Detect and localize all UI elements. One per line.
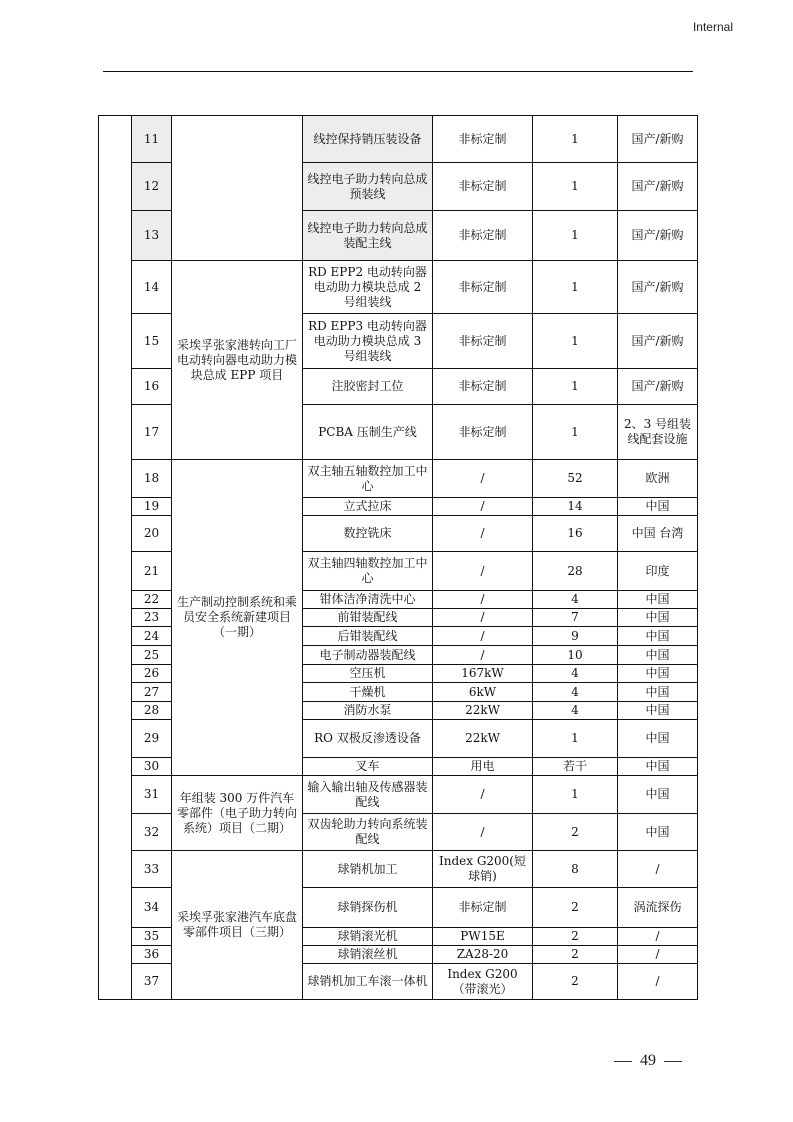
equipment-quantity: 若干 bbox=[533, 758, 618, 776]
equipment-name: 注胶密封工位 bbox=[303, 369, 433, 405]
equipment-quantity: 10 bbox=[533, 646, 618, 665]
equipment-model: / bbox=[433, 627, 533, 646]
equipment-quantity: 16 bbox=[533, 516, 618, 552]
row-number: 31 bbox=[132, 776, 172, 814]
row-number: 16 bbox=[132, 369, 172, 405]
header-rule bbox=[103, 71, 693, 72]
equipment-origin: 中国 bbox=[618, 609, 698, 627]
equipment-origin: 中国 台湾 bbox=[618, 516, 698, 552]
equipment-model: Index G200(短球销) bbox=[433, 851, 533, 888]
project-cell: 采埃孚张家港转向工厂电动转向器电动助力模块总成 EPP 项目 bbox=[172, 261, 303, 460]
equipment-quantity: 2 bbox=[533, 928, 618, 946]
equipment-origin: 中国 bbox=[618, 720, 698, 758]
equipment-model: 167kW bbox=[433, 665, 533, 683]
equipment-quantity: 1 bbox=[533, 776, 618, 814]
equipment-origin: 中国 bbox=[618, 646, 698, 665]
row-number: 13 bbox=[132, 211, 172, 261]
equipment-name: 球销探伤机 bbox=[303, 888, 433, 928]
equipment-model: / bbox=[433, 814, 533, 851]
equipment-model: / bbox=[433, 498, 533, 516]
equipment-model: Index G200（带滚光） bbox=[433, 964, 533, 1000]
equipment-origin: 中国 bbox=[618, 758, 698, 776]
equipment-name: 双主轴四轴数控加工中心 bbox=[303, 552, 433, 591]
equipment-origin: 中国 bbox=[618, 591, 698, 609]
equipment-origin: 中国 bbox=[618, 683, 698, 702]
equipment-model: 非标定制 bbox=[433, 405, 533, 460]
row-number: 34 bbox=[132, 888, 172, 928]
row-number: 26 bbox=[132, 665, 172, 683]
row-number: 11 bbox=[132, 116, 172, 163]
page-number-right-dash bbox=[664, 1061, 682, 1062]
equipment-name: 空压机 bbox=[303, 665, 433, 683]
equipment-model: 非标定制 bbox=[433, 116, 533, 163]
equipment-quantity: 1 bbox=[533, 369, 618, 405]
equipment-origin: 国产/新购 bbox=[618, 211, 698, 261]
row-number: 29 bbox=[132, 720, 172, 758]
equipment-origin: 国产/新购 bbox=[618, 369, 698, 405]
equipment-origin: 中国 bbox=[618, 776, 698, 814]
row-number: 14 bbox=[132, 261, 172, 314]
row-number: 35 bbox=[132, 928, 172, 946]
equipment-quantity: 1 bbox=[533, 163, 618, 211]
equipment-origin: 中国 bbox=[618, 814, 698, 851]
equipment-name: RD EPP2 电动转向器电动助力模块总成 2 号组装线 bbox=[303, 261, 433, 314]
equipment-model: 22kW bbox=[433, 720, 533, 758]
equipment-name: 输入输出轴及传感器装配线 bbox=[303, 776, 433, 814]
equipment-name: 双齿轮助力转向系统装配线 bbox=[303, 814, 433, 851]
equipment-name: RD EPP3 电动转向器电动助力模块总成 3 号组装线 bbox=[303, 314, 433, 369]
row-number: 18 bbox=[132, 460, 172, 498]
equipment-model: 非标定制 bbox=[433, 888, 533, 928]
equipment-origin: / bbox=[618, 928, 698, 946]
equipment-quantity: 1 bbox=[533, 720, 618, 758]
row-number: 32 bbox=[132, 814, 172, 851]
equipment-quantity: 2 bbox=[533, 814, 618, 851]
equipment-name: 双主轴五轴数控加工中心 bbox=[303, 460, 433, 498]
document-classification-label: Internal bbox=[692, 20, 733, 34]
equipment-origin: 2、3 号组装线配套设施 bbox=[618, 405, 698, 460]
equipment-model: / bbox=[433, 460, 533, 498]
equipment-model: 非标定制 bbox=[433, 261, 533, 314]
equipment-name: 线控电子助力转向总成预装线 bbox=[303, 163, 433, 211]
equipment-model: / bbox=[433, 609, 533, 627]
equipment-quantity: 7 bbox=[533, 609, 618, 627]
table-row bbox=[99, 851, 698, 888]
equipment-quantity: 28 bbox=[533, 552, 618, 591]
equipment-quantity: 2 bbox=[533, 888, 618, 928]
equipment-quantity: 2 bbox=[533, 964, 618, 1000]
row-number: 30 bbox=[132, 758, 172, 776]
equipment-quantity: 4 bbox=[533, 683, 618, 702]
equipment-quantity: 1 bbox=[533, 211, 618, 261]
row-number: 27 bbox=[132, 683, 172, 702]
equipment-name: RO 双极反渗透设备 bbox=[303, 720, 433, 758]
equipment-quantity: 4 bbox=[533, 702, 618, 720]
equipment-name: PCBA 压制生产线 bbox=[303, 405, 433, 460]
row-number: 23 bbox=[132, 609, 172, 627]
equipment-name: 立式拉床 bbox=[303, 498, 433, 516]
equipment-model: ZA28-20 bbox=[433, 946, 533, 964]
table-row bbox=[99, 776, 698, 814]
project-cell: 年组装 300 万件汽车零部件（电子助力转向系统）项目（二期） bbox=[172, 776, 303, 851]
equipment-model: 6kW bbox=[433, 683, 533, 702]
row-number: 25 bbox=[132, 646, 172, 665]
equipment-origin: 中国 bbox=[618, 665, 698, 683]
equipment-name: 干燥机 bbox=[303, 683, 433, 702]
table-row bbox=[99, 116, 698, 163]
equipment-model: 非标定制 bbox=[433, 211, 533, 261]
row-number: 24 bbox=[132, 627, 172, 646]
row-number: 22 bbox=[132, 591, 172, 609]
row-number: 17 bbox=[132, 405, 172, 460]
equipment-origin: / bbox=[618, 851, 698, 888]
equipment-quantity: 8 bbox=[533, 851, 618, 888]
equipment-model: 22kW bbox=[433, 702, 533, 720]
equipment-origin: 中国 bbox=[618, 498, 698, 516]
equipment-model: 用电 bbox=[433, 758, 533, 776]
row-number: 21 bbox=[132, 552, 172, 591]
equipment-origin: / bbox=[618, 946, 698, 964]
project-cell: 采埃孚张家港汽车底盘零部件项目（三期） bbox=[172, 851, 303, 1000]
equipment-origin: 国产/新购 bbox=[618, 163, 698, 211]
equipment-model: / bbox=[433, 552, 533, 591]
equipment-quantity: 52 bbox=[533, 460, 618, 498]
page-number-value: 49 bbox=[640, 1052, 656, 1069]
table-row bbox=[99, 261, 698, 314]
project-cell bbox=[172, 116, 303, 261]
row-number: 12 bbox=[132, 163, 172, 211]
equipment-model: PW15E bbox=[433, 928, 533, 946]
equipment-name: 线控保持销压装设备 bbox=[303, 116, 433, 163]
equipment-quantity: 4 bbox=[533, 665, 618, 683]
equipment-name: 线控电子助力转向总成装配主线 bbox=[303, 211, 433, 261]
outer-category-cell bbox=[99, 116, 132, 1000]
equipment-origin: 涡流探伤 bbox=[618, 888, 698, 928]
equipment-name: 消防水泵 bbox=[303, 702, 433, 720]
equipment-quantity: 4 bbox=[533, 591, 618, 609]
equipment-model: / bbox=[433, 516, 533, 552]
equipment-table bbox=[98, 115, 698, 1000]
page-number bbox=[598, 1052, 698, 1070]
equipment-quantity: 9 bbox=[533, 627, 618, 646]
project-cell: 生产制动控制系统和乘员安全系统新建项目（一期） bbox=[172, 460, 303, 776]
equipment-model: / bbox=[433, 646, 533, 665]
equipment-quantity: 1 bbox=[533, 314, 618, 369]
equipment-name: 后钳装配线 bbox=[303, 627, 433, 646]
equipment-quantity: 2 bbox=[533, 946, 618, 964]
table-row bbox=[99, 460, 698, 498]
equipment-origin: 国产/新购 bbox=[618, 261, 698, 314]
equipment-origin: 国产/新购 bbox=[618, 314, 698, 369]
row-number: 36 bbox=[132, 946, 172, 964]
row-number: 28 bbox=[132, 702, 172, 720]
page-number-left-dash bbox=[614, 1061, 632, 1062]
equipment-model: / bbox=[433, 776, 533, 814]
equipment-origin: 欧洲 bbox=[618, 460, 698, 498]
equipment-quantity: 1 bbox=[533, 261, 618, 314]
equipment-quantity: 14 bbox=[533, 498, 618, 516]
equipment-origin: 印度 bbox=[618, 552, 698, 591]
equipment-name: 数控铣床 bbox=[303, 516, 433, 552]
equipment-name: 球销机加工车滚一体机 bbox=[303, 964, 433, 1000]
equipment-model: 非标定制 bbox=[433, 163, 533, 211]
equipment-quantity: 1 bbox=[533, 116, 618, 163]
equipment-model: 非标定制 bbox=[433, 314, 533, 369]
equipment-origin: 中国 bbox=[618, 702, 698, 720]
equipment-name: 前钳装配线 bbox=[303, 609, 433, 627]
equipment-name: 电子制动器装配线 bbox=[303, 646, 433, 665]
equipment-model: / bbox=[433, 591, 533, 609]
equipment-model: 非标定制 bbox=[433, 369, 533, 405]
equipment-origin: 中国 bbox=[618, 627, 698, 646]
equipment-name: 球销滚丝机 bbox=[303, 946, 433, 964]
row-number: 15 bbox=[132, 314, 172, 369]
equipment-name: 钳体洁净清洗中心 bbox=[303, 591, 433, 609]
row-number: 33 bbox=[132, 851, 172, 888]
row-number: 37 bbox=[132, 964, 172, 1000]
equipment-origin: 国产/新购 bbox=[618, 116, 698, 163]
equipment-origin: / bbox=[618, 964, 698, 1000]
equipment-name: 球销滚光机 bbox=[303, 928, 433, 946]
row-number: 20 bbox=[132, 516, 172, 552]
equipment-name: 球销机加工 bbox=[303, 851, 433, 888]
row-number: 19 bbox=[132, 498, 172, 516]
equipment-name: 叉车 bbox=[303, 758, 433, 776]
equipment-quantity: 1 bbox=[533, 405, 618, 460]
